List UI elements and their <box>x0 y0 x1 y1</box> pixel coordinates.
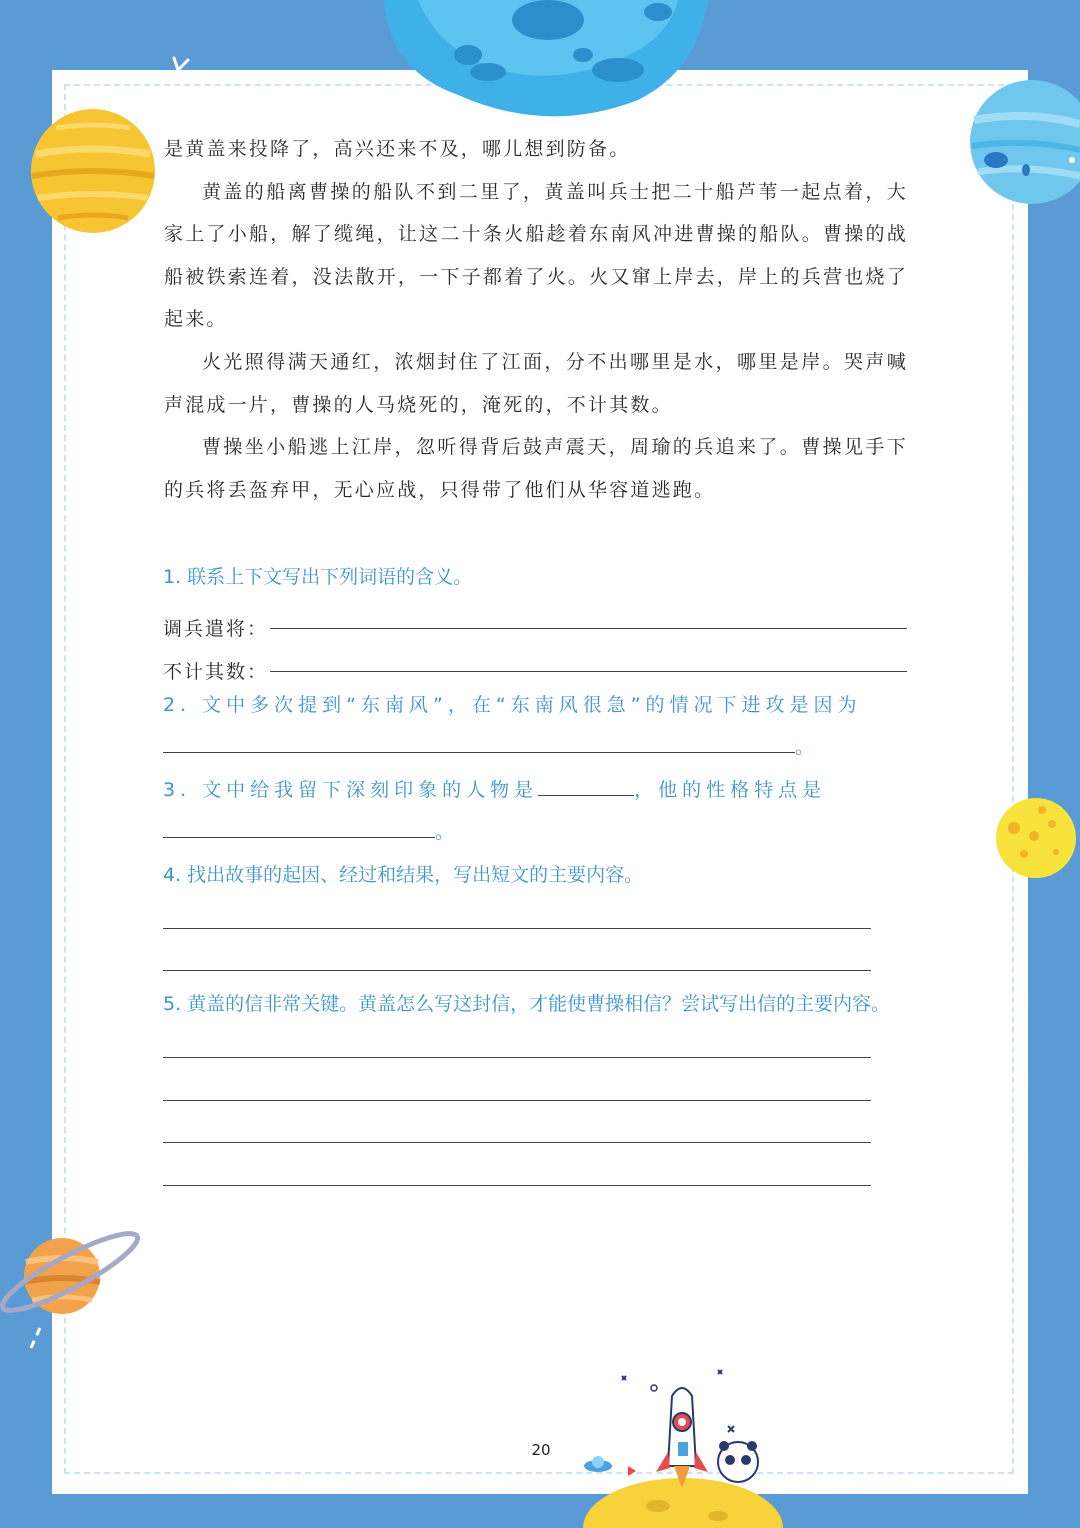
answer-blank[interactable] <box>538 777 634 796</box>
question-3-answer-row <box>163 811 907 854</box>
answer-line[interactable] <box>163 939 907 982</box>
blue-planet-right-illustration <box>968 80 1080 208</box>
word-label: 不计其数： <box>163 660 269 683</box>
answer-blank[interactable] <box>270 628 907 629</box>
question-2 <box>163 684 907 727</box>
question-3-text: ，他的性格特点是 <box>634 778 827 801</box>
question-2-text: 2. 文中多次提到“东南风”，在“东南风很急”的情况下进攻是因为 <box>163 693 862 716</box>
question-2-answer-row <box>163 726 907 769</box>
question-3-text: 3. 文中给我留下深刻印象的人物是 <box>163 778 539 801</box>
passage-paragraph: 火光照得满天通红，浓烟封住了江面，分不出哪里是水，哪里是岸。哭声喊声混成一片，曹操的人马烧死的，淹死的，不计其数。 <box>164 350 908 416</box>
page-number: 20 <box>531 1441 551 1459</box>
answer-line[interactable] <box>163 1153 907 1196</box>
answer-blank[interactable] <box>163 734 795 753</box>
word-definition-row <box>163 641 907 684</box>
passage-paragraph: 是黄盖来投降了，高兴还来不及，哪儿想到防备。 <box>164 138 631 160</box>
passage-paragraph: 曹操坐小船逃上江岸，忽听得背后鼓声震天，周瑜的兵追来了。曹操见手下的兵将丢盔弃甲，无心应战，只得带了他们从华容道逃跑。 <box>164 436 908 501</box>
answer-blank[interactable] <box>270 671 907 672</box>
questions-section <box>163 556 907 1196</box>
ringed-planet-bottom-left-illustration <box>0 1228 142 1358</box>
yellow-moon-right-illustration <box>994 796 1080 880</box>
answer-line[interactable] <box>163 1068 907 1111</box>
question-5: 5. 黄盖的信非常关键。黄盖怎么写这封信，才能使曹操相信？尝试写出信的主要内容。 <box>163 993 891 1015</box>
star-sparkle-icon <box>168 56 196 76</box>
reading-passage <box>164 128 908 511</box>
question-1: 1. 联系上下文写出下列词语的含义。 <box>163 566 473 588</box>
question-4: 4. 找出故事的起因、经过和结果，写出短文的主要内容。 <box>163 863 644 886</box>
answer-blank[interactable] <box>163 819 435 838</box>
answer-line[interactable] <box>163 1111 907 1154</box>
word-definition-row <box>163 599 907 642</box>
period: 。 <box>435 821 455 843</box>
word-label: 调兵遣将： <box>163 618 269 640</box>
period: 。 <box>795 736 815 758</box>
blue-moon-top-illustration <box>378 0 714 122</box>
answer-line[interactable] <box>163 896 907 939</box>
question-3 <box>163 769 907 812</box>
rocket-panda-moon-illustration <box>578 1366 788 1528</box>
passage-paragraph: 黄盖的船离曹操的船队不到二里了，黄盖叫兵士把二十船芦苇一起点着，大家上了小船，解了缆绳，让这二十条火船趁着东南风冲进曹操的船队。曹操的战船被铁索连着，没法散开，一下子都着了火。火又窜上岸去，岸上的兵营也烧了起来。 <box>164 180 908 331</box>
answer-line[interactable] <box>163 1026 907 1069</box>
yellow-planet-left-illustration <box>28 106 158 236</box>
